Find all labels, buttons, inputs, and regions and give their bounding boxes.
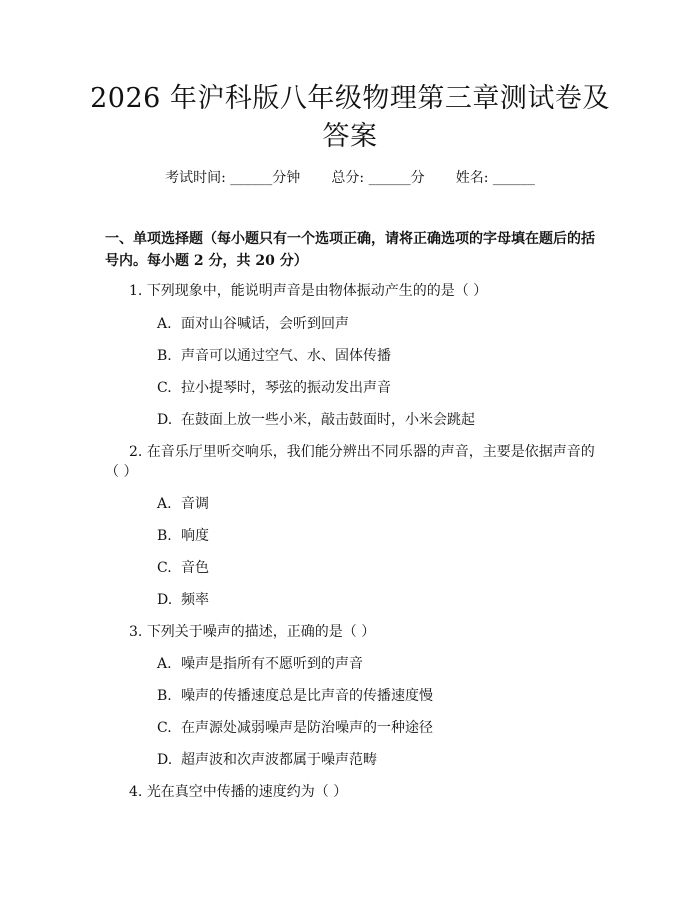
question-1-stem: 1. 下列现象中，能说明声音是由物体振动产生的的是（ ） [129,283,488,299]
score-blank: ______ [368,170,411,186]
time-unit: 分钟 [272,170,301,186]
question-1-option-c: C. 拉小提琴时，琴弦的振动发出声音 [157,380,391,396]
question-3-option-d: D. 超声波和次声波都属于噪声范畴 [157,752,377,768]
question-4-stem: 4. 光在真空中传播的速度约为（ ） [129,784,348,800]
question-3-stem: 3. 下列关于噪声的描述，正确的是（ ） [129,624,376,640]
section-heading: 一、单项选择题（每小题只有一个选项正确，请将正确选项的字母填在题后的括号内。每小题 2 分，共 20 分） [105,231,595,269]
question-3-option-b: B. 噪声的传播速度总是比声音的传播速度慢 [157,688,433,704]
question-2-option-a: A. 音调 [157,496,209,512]
exam-info-line [0,168,700,188]
time-label: 考试时间: [165,170,226,186]
name-label: 姓名: [455,170,489,186]
question-2-option-c: C. 音色 [157,560,209,576]
question-1-option-a: A. 面对山谷喊话，会听到回声 [157,316,349,332]
question-2-stem: 2. 在音乐厅里听交响乐，我们能分辨出不同乐器的声音，主要是依据声音的（ ） [105,444,595,480]
time-blank: ______ [230,170,273,186]
question-1-option-d: D. 在鼓面上放一些小米，敲击鼓面时，小米会跳起 [157,412,475,428]
question-2-option-d: D. 频率 [157,592,209,608]
name-blank: ______ [492,170,535,186]
score-label: 总分: [331,170,365,186]
question-1-option-b: B. 声音可以通过空气、水、固体传播 [157,348,391,364]
question-3-option-a: A. 噪声是指所有不愿听到的声音 [157,656,363,672]
score-unit: 分 [410,170,425,186]
question-2-option-b: B. 响度 [157,528,209,544]
page-title: 2026 年沪科版八年级物理第三章测试卷及答案 [90,83,610,152]
question-3-option-c: C. 在声源处减弱噪声是防治噪声的一种途径 [157,720,433,736]
